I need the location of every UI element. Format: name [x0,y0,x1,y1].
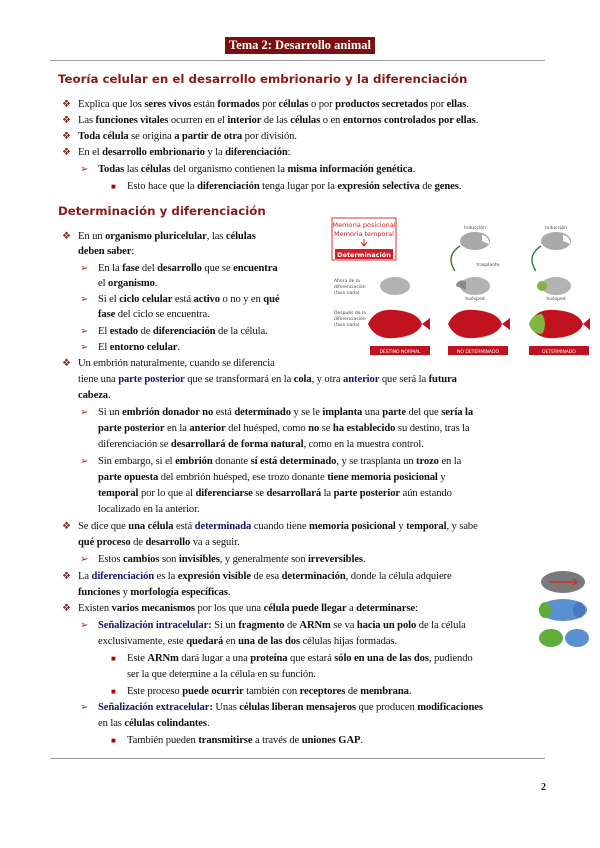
s2-line-a22: La diferenciación es la expresión visible de esa determinación, donde la célula adquiere [78,571,452,582]
left-label-2: diferenciación [334,285,366,290]
mrna-pole [539,602,551,618]
s2-line-a27: Este ARNm dará lugar a una proteína que estará sólo en una de las dos, pudiendo [127,653,473,664]
top-rule [50,60,545,61]
mid-label-1: trasplante [476,263,500,268]
s2-line-a24: Existen varios mecanismos por los que una célula puede llegar a determinarse: [78,603,418,614]
s2-line-a26: exclusivamente, este quedará en una de las dos células hijas formadas. [98,636,398,647]
page-number: 2 [541,782,546,793]
s1-line-5: Todas las células del organismo contienen la misma información genética. [98,164,416,175]
label-top-1: Inducción [464,226,486,231]
bottom-label-1: DESTINO NORMAL [379,350,421,355]
s2-line-a10: tiene una parte posterior que se transformará en la cola, y otra anterior que será la futura [78,374,457,385]
s2-line-a7: El estado de diferenciación de la célula. [98,326,268,337]
diamond-bullet-icon: ❖ [62,231,71,242]
s2-line-a9: Un embrión naturalmente, cuando se diferencia [78,358,275,369]
title-wrap [0,36,600,54]
arrow-bullet-icon: ➢ [80,326,89,337]
square-bullet-icon: ■ [111,654,116,663]
s2-line-a18: localizado en la anterior. [98,504,200,515]
s2-line-a17: temporal por lo que al diferenciarse se desarrollará la parte posterior aún estando [98,488,452,499]
s2-line-a8: El entorno celular. [98,342,180,353]
section1-heading: Teoría celular en el desarrollo embrionario y la diferenciación [58,72,468,86]
s2-line-a23: funciones y morfología específicas. [78,587,231,598]
s2-line-a19: Se dice que una célula está determinada cuando tiene memoria posicional y temporal, y sabe [78,521,478,532]
arrow-bullet-icon: ➢ [80,263,89,274]
box-line-1: Memoria posicional [332,221,396,229]
s2-line-a14: diferenciación se desarrollará de forma natural, como en la muestra control. [98,439,424,450]
embryo-mid-1 [380,277,410,295]
s2-line-a16: parte opuesta del embrión huésped, ese trozo donante tiene memoria posicional y [98,472,446,483]
arrow-bullet-icon: ➢ [80,164,89,175]
s2-line-a6: fase del ciclo se encuentra. [98,309,210,320]
s2-line-a28: ser la que determine a la célula en su función. [127,669,316,680]
square-bullet-icon: ■ [111,182,116,191]
cell-division-figure [533,568,593,648]
diamond-bullet-icon: ❖ [62,521,71,532]
s1-line-2: Las funciones vitales ocurren en el interior de las células o en entornos controlados por ellas. [78,115,479,126]
s1-line-1: Explica que los seres vivos están formados por células o por productos secretados por ellas. [78,99,469,110]
s2-line-a30: Señalización extracelular: Unas células liberan mensajeros que producen modificaciones [98,702,483,713]
label-top-2: Inducción [545,226,567,231]
diamond-bullet-icon: ❖ [62,99,71,110]
opposite-pole [573,602,585,618]
box-line-2: Memoria temporal [334,230,394,238]
arrow-bullet-icon: ➢ [80,554,89,565]
s2-line-a3: En la fase del desarrollo que se encuentra [98,263,278,274]
mid-label-3: huésped [546,297,566,302]
diamond-bullet-icon: ❖ [62,147,71,158]
s2-line-a20: qué proceso de desarrollo va a seguir. [78,537,240,548]
diamond-bullet-icon: ❖ [62,358,71,369]
section2-heading: Determinación y diferenciación [58,204,266,218]
bottom-label-2: NO DETERMINADO [456,350,500,355]
diamond-bullet-icon: ❖ [62,571,71,582]
arrow-bullet-icon: ➢ [80,702,89,713]
square-bullet-icon: ■ [111,687,116,696]
diamond-bullet-icon: ❖ [62,115,71,126]
determination-figure [330,216,592,360]
s2-line-a25: Señalización intracelular: Si un fragmento de ARNm se va hacia un polo de la célula [98,620,466,631]
s2-line-a31: en las células colindantes. [98,718,210,729]
s2-line-a21: Estos cambios son invisibles, y generalmente son irreversibles. [98,554,366,565]
s2-line-a29: Este proceso puede ocurrir también con receptores de membrana. [127,686,412,697]
daughter-cell-2 [565,629,589,647]
s2-line-a15: Sin embargo, si el embrión donante sí está determinado, y se trasplanta un trozo en la [98,456,462,467]
s2-line-a5: Si el ciclo celular está activo o no y en qué [98,294,280,305]
daughter-cell-1 [539,629,563,647]
diamond-bullet-icon: ❖ [62,131,71,142]
graft-green [537,281,547,291]
arrow-bullet-icon: ➢ [80,294,89,305]
left-label-5: diferenciación [334,317,366,322]
left-label-3: (fase nada) [334,291,360,296]
square-bullet-icon: ■ [111,736,116,745]
s2-line-a1: En un organismo pluricelular, las células [78,231,256,242]
arrow-bullet-icon: ➢ [80,620,89,631]
s1-line-3: Toda célula se origina a partir de otra por división. [78,131,297,142]
s1-line-4: En el desarrollo embrionario y la diferenciación: [78,147,291,158]
arrow-bullet-icon: ➢ [80,407,89,418]
s2-line-a13: parte posterior en la anterior del huésped, como no se ha establecido su destino, tras la [98,423,470,434]
s2-line-a32: También pueden transmitirse a través de uniones GAP. [127,735,363,746]
left-label-6: (fase nada) [334,323,360,328]
arrow-bullet-icon: ➢ [80,342,89,353]
bottom-label-3: DETERMINADO [542,350,576,355]
arrow-bullet-icon: ➢ [80,456,89,467]
page-title: Tema 2: Desarrollo animal [225,37,375,54]
left-label-1: Ahora de la [334,279,360,284]
s2-line-a11: cabeza. [78,390,111,401]
box-line-3: Determinación [337,251,391,259]
s1-line-6: Esto hace que la diferenciación tenga lugar por la expresión selectiva de genes. [127,181,462,192]
s2-line-a2: deben saber: [78,246,135,257]
s2-line-a12: Si un embrión donador no está determinado y se le implanta una parte del que sería la [98,407,474,418]
bottom-rule [50,758,545,759]
mid-label-2: huésped [465,297,485,302]
left-label-4: Después de la [334,311,366,316]
s2-line-a4: el organismo. [98,278,158,289]
diamond-bullet-icon: ❖ [62,603,71,614]
